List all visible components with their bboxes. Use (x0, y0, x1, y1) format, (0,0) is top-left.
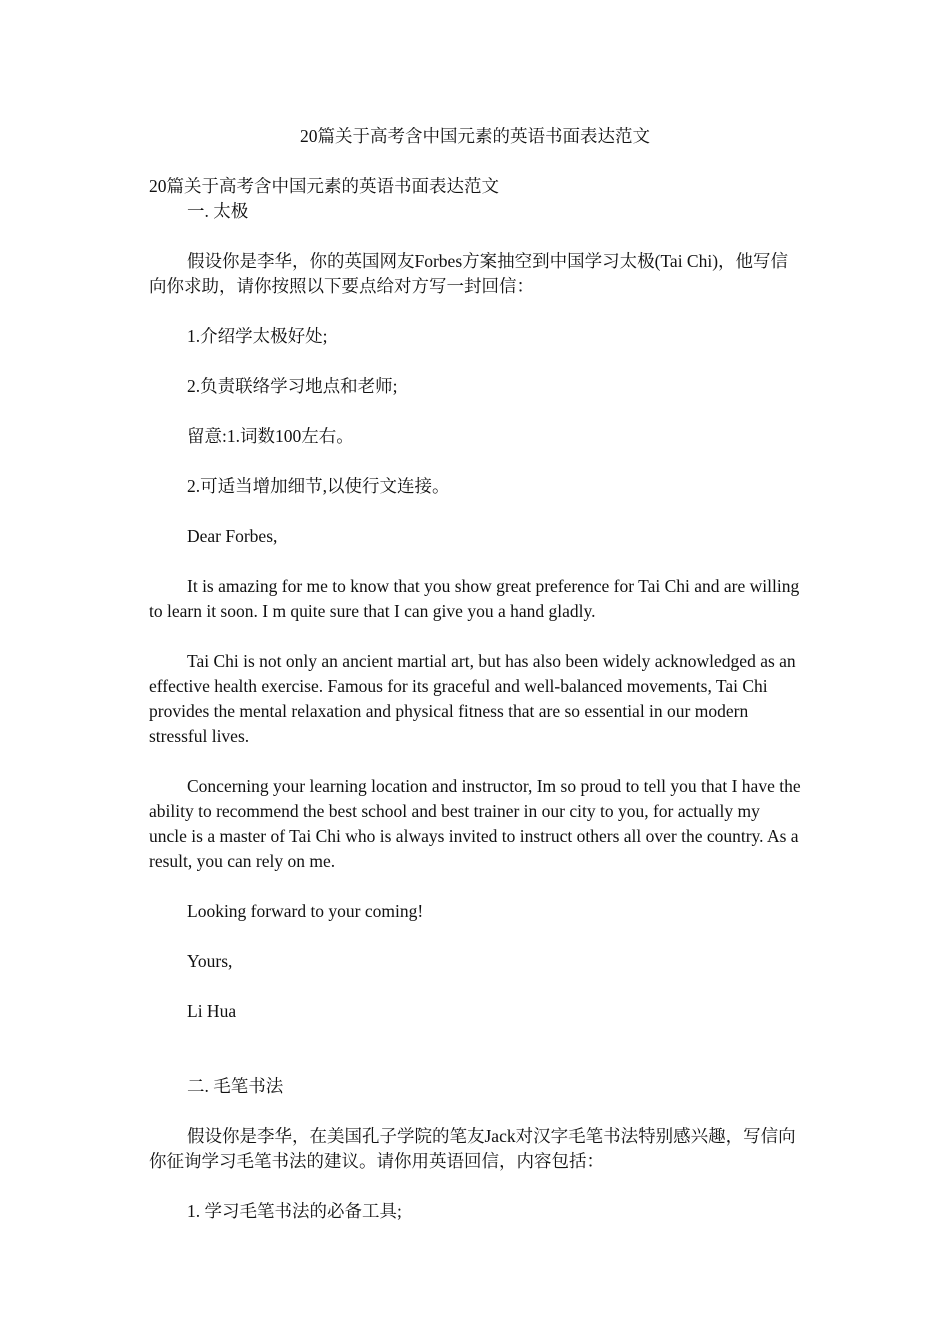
document-subtitle: 20篇关于高考含中国元素的英语书面表达范文 (149, 176, 499, 196)
task-point-1: 1.介绍学太极好处; (187, 326, 328, 346)
document-title: 20篇关于高考含中国元素的英语书面表达范文 (300, 126, 650, 146)
letter-closing: Looking forward to your coming! (187, 901, 424, 921)
task-prompt-calligraphy: 假设你是李华，在美国孔子学院的笔友Jack对汉字毛笔书法特别感兴趣，写信向你征询学习毛笔书法的建议。请你用英语回信，内容包括： (149, 1126, 796, 1171)
section-heading-taichi: 一. 太极 (187, 201, 249, 221)
letter-signoff: Yours, (187, 951, 233, 971)
letter-paragraph-3: Concerning your learning location and instructor, Im so proud to tell you that I have the ability to recommend the best school and best trainer in our city to you, for actually my uncle is a master of Tai Chi who is always invited to instruct others all over the country. As a result, you can rely on me. (149, 776, 801, 871)
section-heading-calligraphy: 二. 毛笔书法 (187, 1076, 284, 1096)
letter-greeting: Dear Forbes, (187, 526, 278, 546)
letter-paragraph-2: Tai Chi is not only an ancient martial art, but has also been widely acknowledged as an effective health exercise. Famous for its graceful and well-balanced movements, Tai Chi provides the mental relaxation and physical fitness that are so essential in our modern stressful lives. (149, 651, 796, 746)
letter-signature: Li Hua (187, 1001, 237, 1021)
task-note-2: 2.可适当增加细节,以使行文连接。 (187, 476, 450, 496)
letter-paragraph-1: It is amazing for me to know that you show great preference for Tai Chi and are willing to learn it soon. I m quite sure that I can give you a hand gladly. (149, 576, 800, 621)
task-point-2: 2.负责联络学习地点和老师; (187, 376, 398, 396)
task-prompt-taichi: 假设你是李华，你的英国网友Forbes方案抽空到中国学习太极(Tai Chi)，他写信向你求助，请你按照以下要点给对方写一封回信： (149, 251, 789, 296)
calligraphy-point-1: 1. 学习毛笔书法的必备工具; (187, 1201, 402, 1221)
task-note-1: 留意:1.词数100左右。 (187, 426, 354, 446)
document-body (149, 174, 801, 1224)
